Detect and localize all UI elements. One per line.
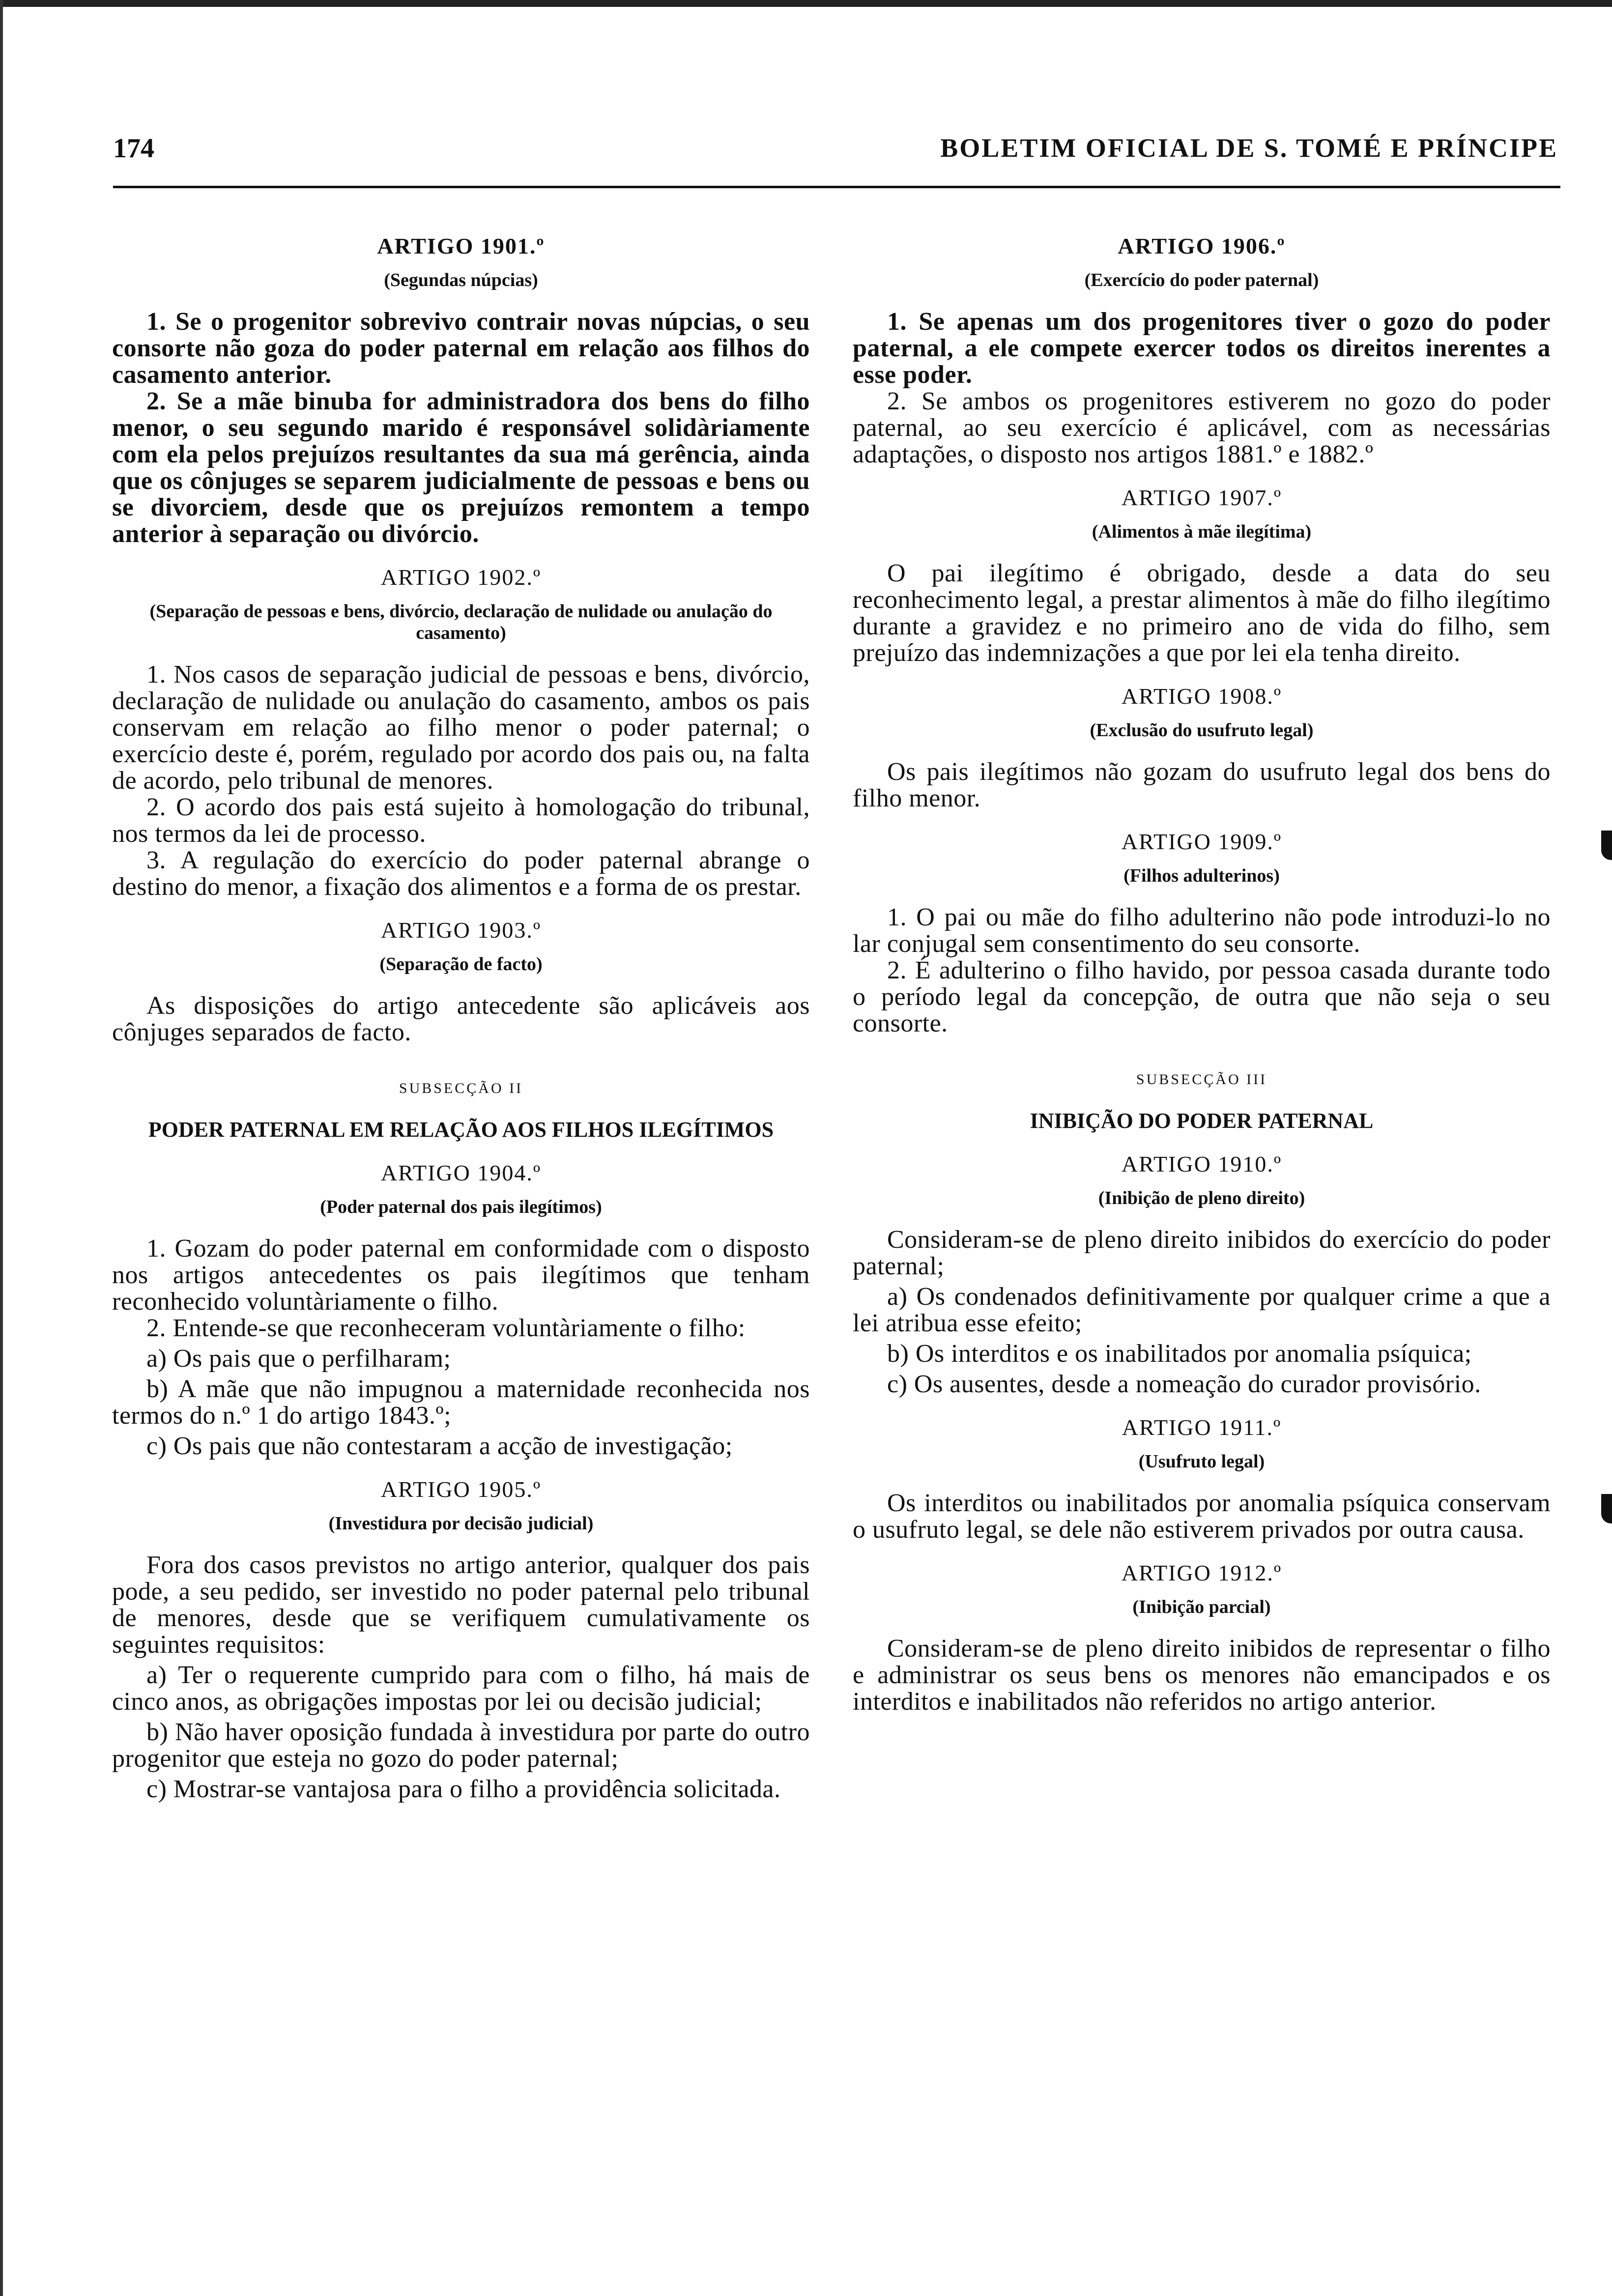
article-rubric: (Inibição parcial) (1132, 1597, 1271, 1617)
article-rubric: (Separação de pessoas e bens, divórcio, declaração de nulidade ou anulação do casamento) (149, 601, 773, 643)
running-title: BOLETIM OFICIAL DE S. TOMÉ E PRÍNCIPE (940, 133, 1558, 163)
article-heading: ARTIGO 1902.º (380, 565, 542, 590)
paragraph: 2. Entende-se que reconheceram voluntàriamente o filho: (146, 1314, 746, 1342)
page-number: 174 (113, 133, 154, 164)
header-rule (113, 186, 1560, 188)
paragraph: As disposições do artigo antecedente são aplicáveis aos cônjuges separados de facto. (112, 992, 810, 1046)
section-title: PODER PATERNAL EM RELAÇÃO AOS FILHOS ILEGÍTIMOS (148, 1118, 774, 1142)
article-rubric: (Filhos adulterinos) (1123, 865, 1280, 886)
paragraph: 1. Se o progenitor sobrevivo contrair novas núpcias, o seu consorte não goza do poder paternal em relação aos filhos do casamento anterior. (112, 308, 810, 389)
article-heading: ARTIGO 1904.º (380, 1160, 542, 1185)
section-title: INIBIÇÃO DO PODER PATERNAL (1030, 1109, 1374, 1133)
paragraph: 1. Gozam do poder paternal em conformidade com o disposto nos artigos antecedentes os pais ilegítimos que tenham reconhecido voluntàriamente o filho. (112, 1234, 810, 1316)
article-heading: ARTIGO 1907.º (1121, 485, 1282, 510)
paragraph: 2. Se a mãe binuba for administradora dos bens do filho menor, o seu segundo marido é responsável solidàriamente com ela pelos prejuízos resultantes da sua má gerência, ainda que os cônjuges se separem judicialmente de pessoas e bens ou se divorciem, desde que os prejuízos remontem a tempo anterior à separação ou divórcio. (112, 387, 810, 548)
subsection-label: SUBSECÇÃO II (399, 1080, 523, 1096)
page-header (113, 133, 1558, 167)
scan-left-border (0, 0, 3, 2296)
article-heading: ARTIGO 1906.º (1118, 233, 1286, 258)
margin-mark (1601, 1494, 1612, 1523)
paragraph: Os interditos ou inabilitados por anomalia psíquica conservam o usufruto legal, se dele não estiverem privados por outra causa. (853, 1489, 1551, 1544)
article-rubric: (Segundas núpcias) (384, 270, 538, 290)
paragraph: Fora dos casos previstos no artigo anterior, qualquer dos pais pode, a seu pedido, ser investido no poder paternal pelo tribunal de menores, desde que se verifiquem cumulativamente os seguintes requisitos: (112, 1551, 810, 1659)
article-heading: ARTIGO 1903.º (380, 918, 542, 943)
article-heading: ARTIGO 1912.º (1121, 1560, 1282, 1585)
list-item: c) Os pais que não contestaram a acção de investigação; (146, 1432, 733, 1460)
article-heading: ARTIGO 1905.º (380, 1477, 542, 1502)
list-item: a) Ter o requerente cumprido para com o filho, há mais de cinco anos, as obrigações impostas por lei ou decisão judicial; (112, 1661, 810, 1716)
article-rubric: (Exercício do poder paternal) (1084, 270, 1319, 290)
article-rubric: (Investidura por decisão judicial) (328, 1513, 594, 1534)
article-rubric: (Usufruto legal) (1138, 1451, 1265, 1472)
article-rubric: (Alimentos à mãe ilegítima) (1092, 521, 1312, 542)
article-rubric: (Poder paternal dos pais ilegítimos) (320, 1197, 602, 1217)
scan-top-border (0, 0, 1612, 7)
list-item: b) Não haver oposição fundada à investidura por parte do outro progenitor que esteja no gozo do poder paternal; (112, 1718, 810, 1773)
margin-mark (1601, 831, 1612, 860)
article-heading: ARTIGO 1908.º (1121, 684, 1282, 709)
article-heading: ARTIGO 1909.º (1121, 829, 1282, 854)
list-item: a) Os pais que o perfilharam; (146, 1345, 451, 1373)
paragraph: 1. Nos casos de separação judicial de pessoas e bens, divórcio, declaração de nulidade ou anulação do casamento, ambos os pais conservam em relação ao filho menor o poder paternal; o exercício deste é, porém, regulado por acordo dos pais ou, na falta de acordo, pelo tribunal de menores. (112, 660, 810, 795)
article-rubric: (Inibição de pleno direito) (1098, 1188, 1305, 1208)
paragraph: 3. A regulação do exercício do poder paternal abrange o destino do menor, a fixação dos alimentos e a forma de os prestar. (112, 846, 810, 901)
paragraph: Consideram-se de pleno direito inibidos de representar o filho e administrar os seus bens os menores não emancipados e os interditos e inabilitados não referidos no artigo anterior. (853, 1635, 1551, 1716)
article-heading: ARTIGO 1901.º (377, 233, 545, 258)
left-column (112, 216, 810, 1803)
paragraph: 2. O acordo dos pais está sujeito à homologação do tribunal, nos termos da lei de processo. (112, 793, 810, 848)
paragraph: 2. Se ambos os progenitores estiverem no gozo do poder paternal, ao seu exercício é aplicável, com as necessárias adaptações, o disposto nos artigos 1881.º e 1882.º (853, 387, 1551, 468)
right-column (853, 216, 1551, 1715)
list-item: c) Os ausentes, desde a nomeação do curador provisório. (887, 1370, 1481, 1398)
article-heading: ARTIGO 1910.º (1121, 1151, 1282, 1177)
subsection-label: SUBSECÇÃO III (1136, 1071, 1267, 1088)
paragraph: 1. O pai ou mãe do filho adulterino não pode introduzi-lo no lar conjugal sem consentimento do seu consorte. (853, 903, 1551, 958)
article-rubric: (Exclusão do usufruto legal) (1090, 720, 1314, 741)
article-heading: ARTIGO 1911.º (1122, 1415, 1282, 1440)
paragraph: Os pais ilegítimos não gozam do usufruto legal dos bens do filho menor. (853, 758, 1551, 812)
list-item: b) A mãe que não impugnou a maternidade reconhecida nos termos do n.º 1 do artigo 1843.º; (112, 1375, 810, 1430)
list-item: b) Os interditos e os inabilitados por anomalia psíquica; (887, 1340, 1472, 1368)
paragraph: O pai ilegítimo é obrigado, desde a data do seu reconhecimento legal, a prestar alimentos à mãe do filho ilegítimo durante a gravidez e no primeiro ano de vida do filho, sem prejuízo das indemnizações a que por lei ela tenha direito. (853, 559, 1551, 667)
paragraph: 2. É adulterino o filho havido, por pessoa casada durante todo o período legal da concepção, de outra que não seja o seu consorte. (853, 956, 1551, 1037)
article-rubric: (Separação de facto) (379, 954, 543, 975)
paragraph: 1. Se apenas um dos progenitores tiver o gozo do poder paternal, a ele compete exercer todos os direitos inerentes a esse poder. (853, 308, 1551, 389)
paragraph: Consideram-se de pleno direito inibidos do exercício do poder paternal; (853, 1226, 1551, 1280)
list-item: c) Mostrar-se vantajosa para o filho a providência solicitada. (146, 1775, 781, 1803)
list-item: a) Os condenados definitivamente por qualquer crime a que a lei atribua esse efeito; (853, 1283, 1551, 1337)
